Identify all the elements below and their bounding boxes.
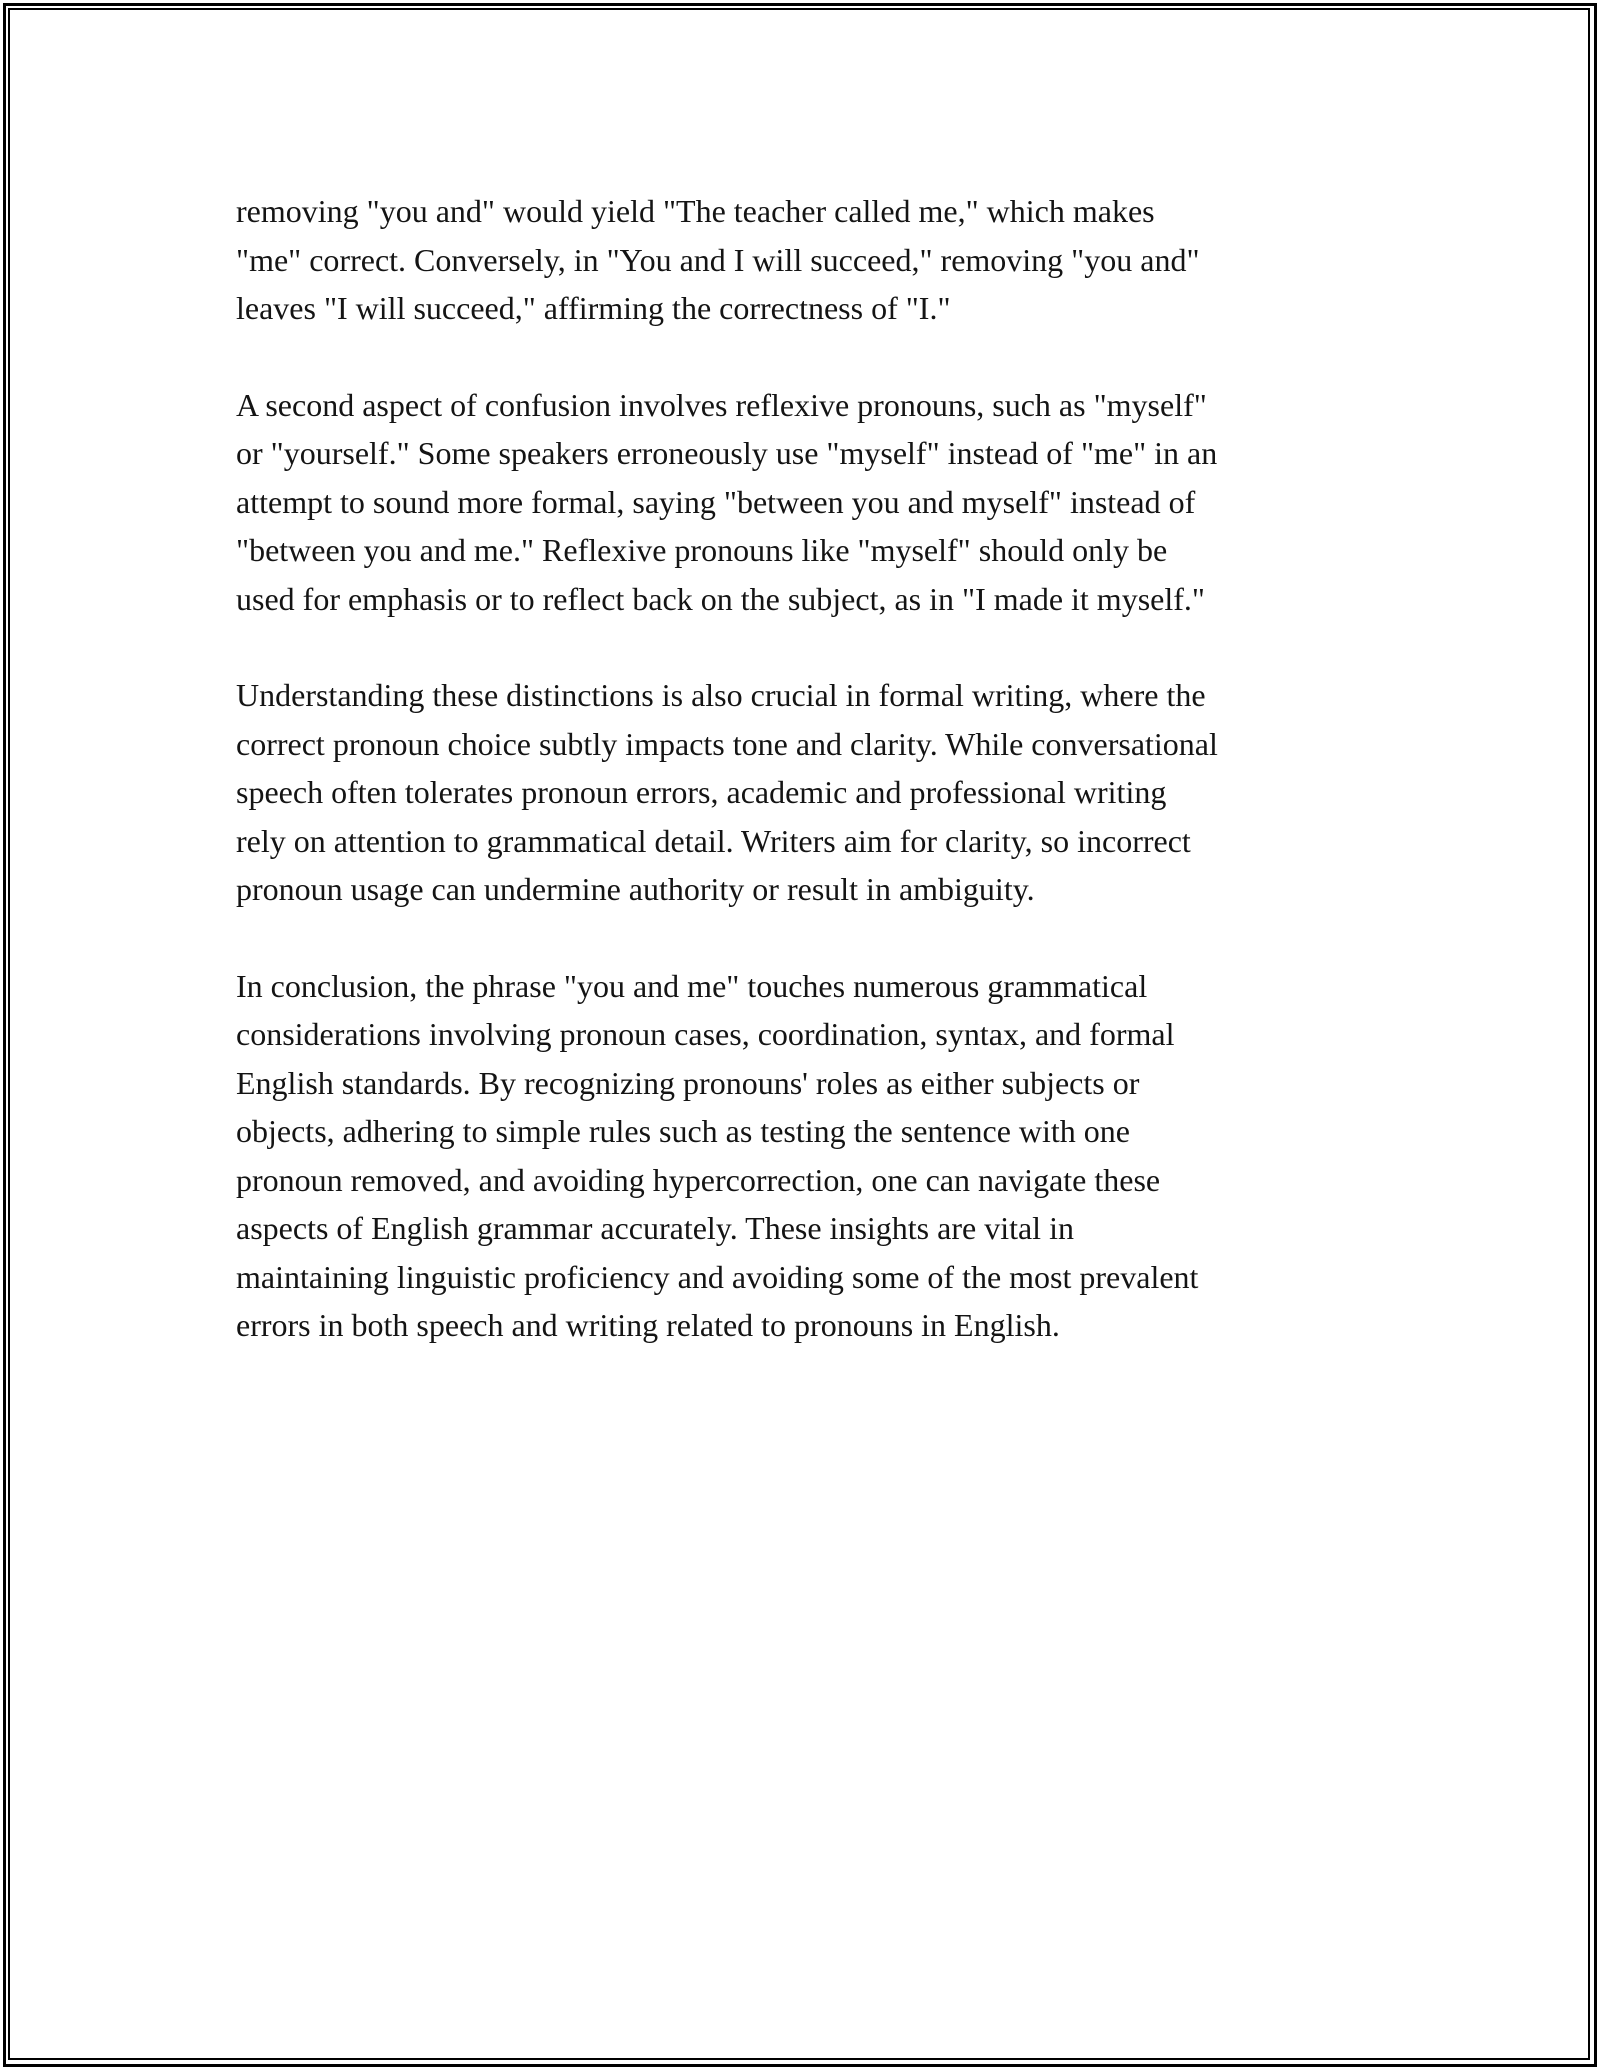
text-line: Understanding these distinctions is also crucial in formal writing, where the [236,677,1206,713]
text-line: "between you and me." Reflexive pronouns like "myself" should only be [236,532,1168,568]
text-line: pronoun usage can undermine authority or result in ambiguity. [236,871,1035,907]
text-line: "me" correct. Conversely, in "You and I will succeed," removing "you and" [236,241,1200,278]
text-line: attempt to sound more formal, saying "between you and myself" instead of [236,483,1196,520]
text-line: maintaining linguistic proficiency and avoiding some of the most prevalent [236,1258,1199,1295]
paragraph-2 [236,381,1376,624]
text-line: removing "you and" would yield "The teacher called me," which makes [236,193,1155,229]
paragraph-1 [236,187,1376,333]
text-line: aspects of English grammar accurately. These insights are vital in [236,1210,1074,1246]
paragraph-3 [236,671,1376,914]
text-line: leaves "I will succeed," affirming the correctness of "I." [236,290,951,326]
text-line: In conclusion, the phrase "you and me" touches numerous grammatical [236,967,1148,1004]
text-line: used for emphasis or to reflect back on the subject, as in "I made it myself." [236,580,1205,617]
text-line: pronoun removed, and avoiding hypercorrection, one can navigate these [236,1161,1161,1198]
paragraph-4 [236,962,1376,1350]
text-line: or "yourself." Some speakers erroneously use "myself" instead of "me" in an [236,435,1218,471]
text-line: A second aspect of confusion involves reflexive pronouns, such as "myself" [236,386,1207,423]
text-line: correct pronoun choice subtly impacts tone and clarity. While conversational [236,725,1218,762]
text-line: rely on attention to grammatical detail. Writers aim for clarity, so incorrect [236,822,1191,859]
text-line: errors in both speech and writing related to pronouns in English. [236,1307,1060,1343]
text-line: English standards. By recognizing pronouns' roles as either subjects or [236,1064,1140,1101]
text-line: speech often tolerates pronoun errors, academic and professional writing [236,774,1167,810]
text-line: objects, adhering to simple rules such as testing the sentence with one [236,1113,1130,1149]
document-body [236,187,1376,1398]
text-line: considerations involving pronoun cases, coordination, syntax, and formal [236,1016,1175,1052]
